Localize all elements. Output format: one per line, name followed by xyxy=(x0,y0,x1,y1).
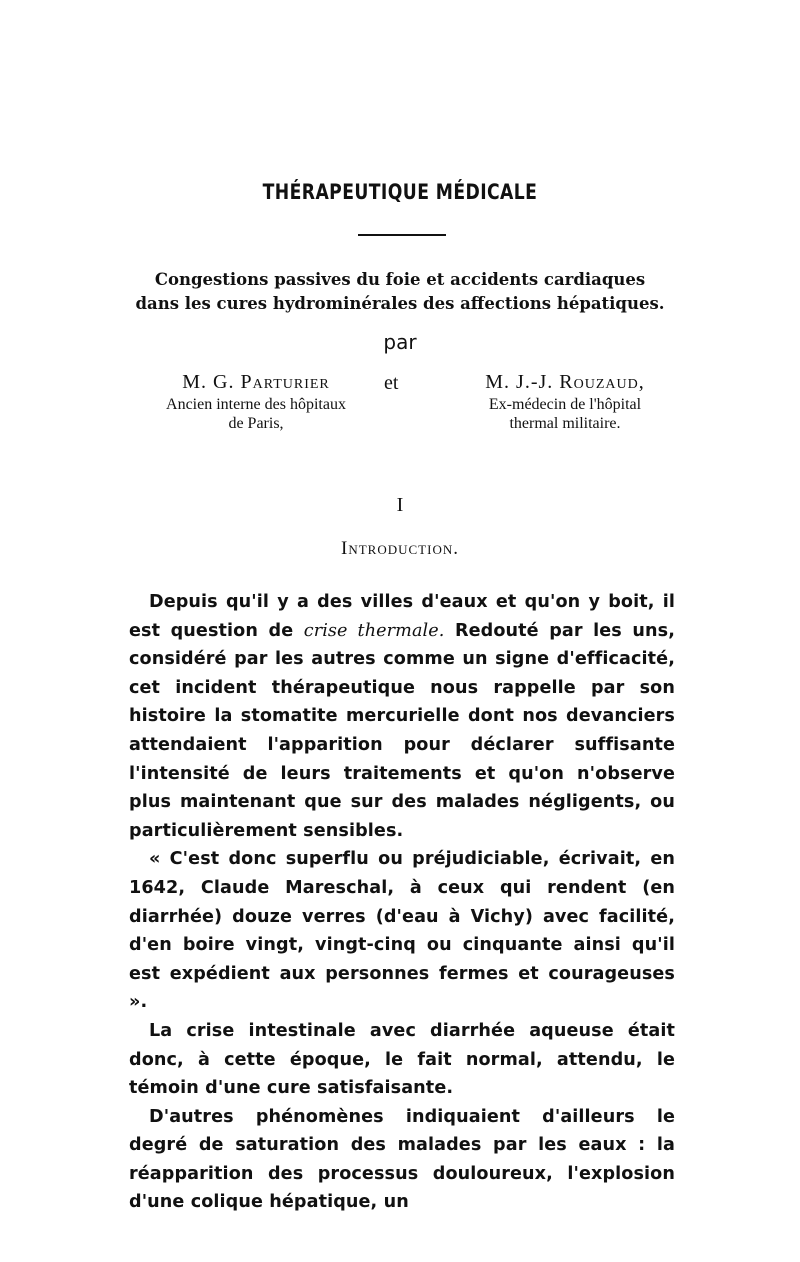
paragraph-2: « C'est donc superflu ou préjudiciable, écrivait, en 1642, Claude Mareschal, à ceux qui rendent (en diarrhée) douze verres (d'eau à Vichy) avec facilité, d'en boire vingt, vingt-cinq ou cinquante ainsi qu'il est expédient aux personnes fermes et courageuses ». xyxy=(129,849,675,1013)
paragraph-4: D'autres phénomènes indiquaient d'ailleurs le degré de saturation des malades par les eaux : la réapparition des processus douloureux, l'explosion d'une colique hépatique, un xyxy=(129,1106,675,1213)
subtitle-line-2: dans les cures hydrominérales des affections hépatiques. xyxy=(135,294,665,313)
by-label: par xyxy=(383,330,417,354)
author-right xyxy=(460,372,670,433)
subtitle-line-1: Congestions passives du foie et accidents cardiaques xyxy=(154,270,646,289)
author-right-initials: M. J.-J. xyxy=(485,371,560,393)
paragraph-1 xyxy=(129,588,675,845)
author-right-name xyxy=(460,372,670,392)
paragraph-1-start: Depuis qu'il y a des villes d'eaux et qu'on y boit, il est question de xyxy=(129,592,675,641)
chapter-title: Introduction. xyxy=(341,538,459,559)
author-left-surname: Parturier xyxy=(240,371,330,393)
article-subtitle xyxy=(0,268,800,316)
conjunction: et xyxy=(384,372,399,394)
author-right-desc-2: thermal militaire. xyxy=(509,415,621,432)
paragraph-1-emphasis: crise thermale. xyxy=(303,620,445,641)
author-right-surname: Rouzaud, xyxy=(559,371,645,393)
chapter-numeral: I xyxy=(396,494,404,516)
author-left-name xyxy=(150,372,362,392)
author-left xyxy=(150,372,362,433)
paragraph-1-end: Redouté par les uns, considéré par les autres comme un signe d'efficacité, cet incident thérapeutique nous rappelle par son histoire la stomatite mercurielle dont nos devanciers attendaient l'apparition pour déclarer suffisante l'intensité de leurs traitements et qu'on n'observe plus maintenant que sur des malades négligents, ou particulièrement sensibles. xyxy=(129,620,675,841)
title-rule xyxy=(358,234,446,236)
author-left-desc-2: de Paris, xyxy=(228,415,284,432)
author-left-initials: M. G. xyxy=(182,371,241,393)
body-text xyxy=(129,588,675,1217)
author-left-desc-1: Ancien interne des hôpitaux xyxy=(166,396,346,413)
paragraph-3: La crise intestinale avec diarrhée aqueuse était donc, à cette époque, le fait normal, attendu, le témoin d'une cure satisfaisante. xyxy=(129,1020,675,1099)
author-right-desc-1: Ex-médecin de l'hôpital xyxy=(488,396,642,413)
section-title: THÉRAPEUTIQUE MÉDICALE xyxy=(262,180,538,204)
